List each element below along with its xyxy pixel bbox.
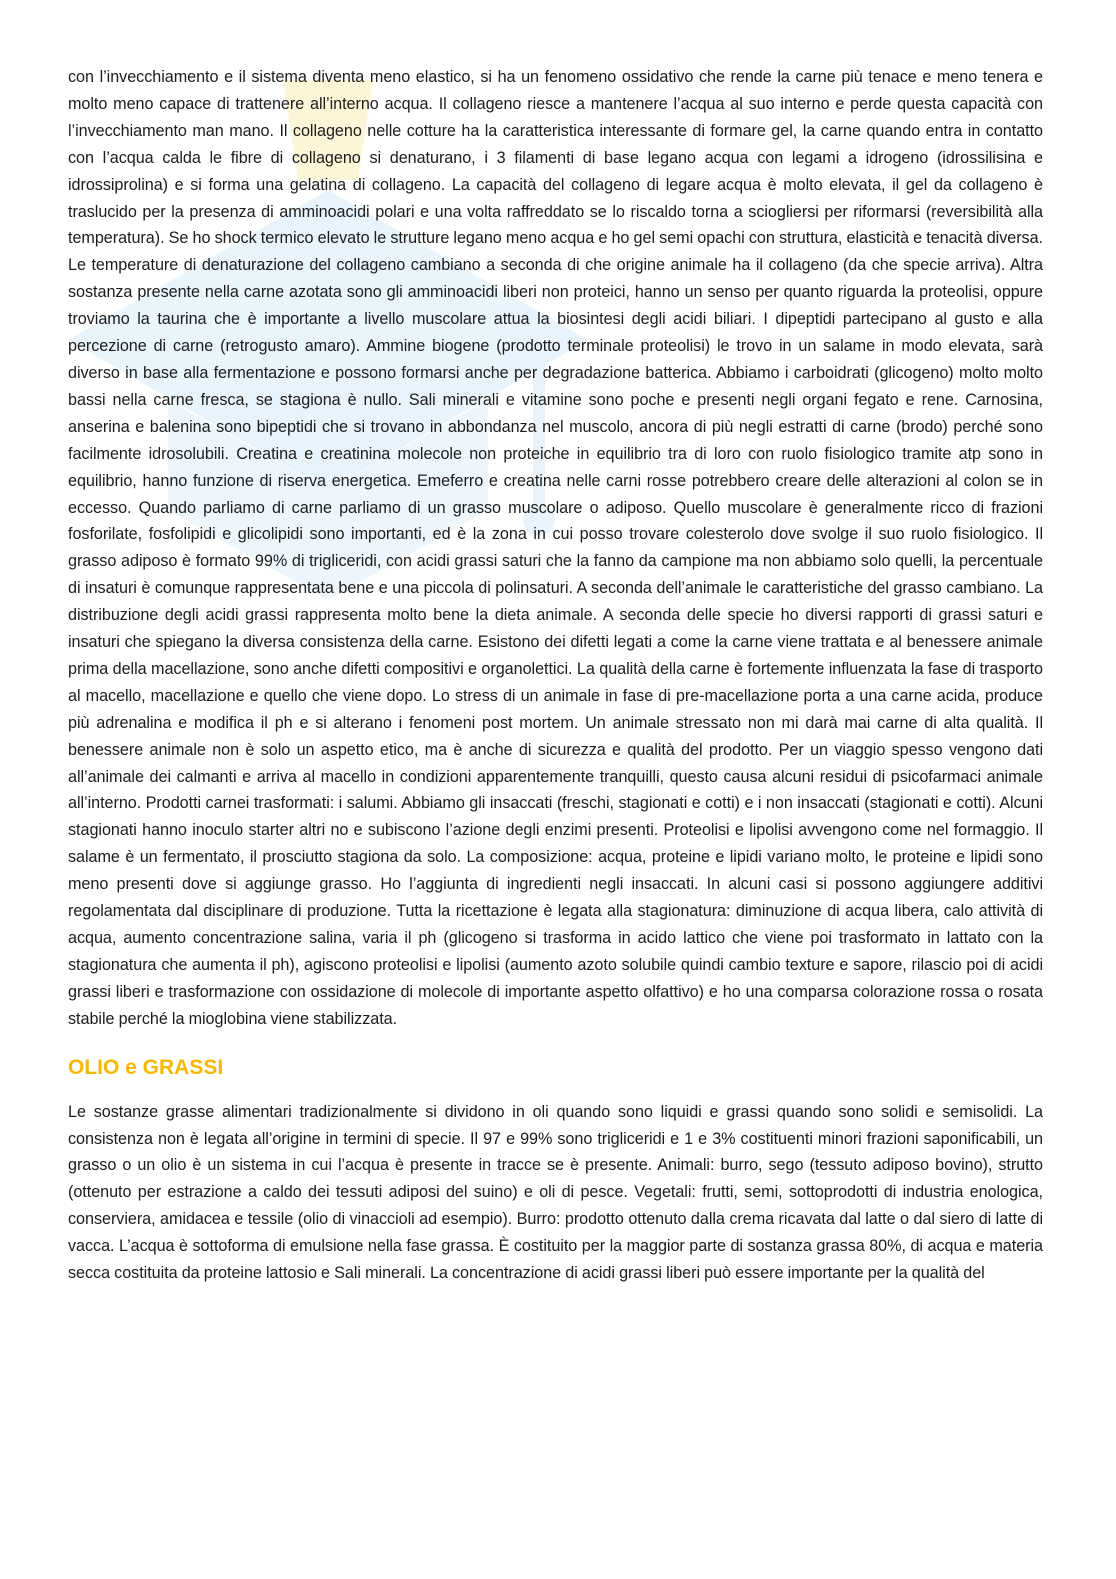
body-paragraph-meat: con l’invecchiamento e il sistema diventa meno elastico, si ha un fenomeno ossidativo che rende la carne più tenace e meno tenera e molto meno capace di trattenere all’interno acqua. Il collageno riesce a mantenere l’acqua al suo interno e perde questa capacità con l’invecchiamento man mano. Il collageno nelle cotture ha la caratteristica interessante di formare gel, la carne quando entra in contatto con l’acqua calda le fibre di collageno si denaturano, i 3 filamenti di base legano acqua con legami a idrogeno (idrossilisina e idrossiprolina) e si forma una gelatina di collageno. La capacità del collageno di legare acqua è molto elevata, il gel da collageno è traslucido per la presenza di amminoacidi polari e una volta raffreddato se lo riscaldo torna a sciogliersi per riformarsi (reversibilità alla temperatura). Se ho shock termico elevato le strutture legano meno acqua e ho gel semi opachi con struttura, elasticità e tenacità diversa. Le temperature di denaturazione del collageno cambiano a seconda di che origine animale ha il collageno (da che specie arriva). Altra sostanza presente nella carne azotata sono gli amminoacidi liberi non proteici, hanno un senso per quanto riguarda la proteolisi, oppure troviamo la taurina che è importante a livello muscolare attua la biosintesi degli acidi biliari. I dipeptidi partecipano al gusto e alla percezione di carne (retrogusto amaro). Ammine biogene (prodotto terminale proteolisi) le trovo in un salame in modo elevata, sarà diverso in base alla fermentazione e possono formarsi anche per degradazione batterica. Abbiamo i carboidrati (glicogeno) molto molto bassi nella carne fresca, se stagiona è nullo. Sali minerali e vitamine sono poche e presenti negli organi fegato e rene. Carnosina, anserina e balenina sono bipeptidi che si trovano in abbondanza nel muscolo, ancora di più negli estratti di carne (brodo) perché sono facilmente idrosolubili. Creatina e creatinina molecole non proteiche in equilibrio tra di loro con ruolo fisiologico tramite atp sono in equilibrio, hanno funzione di riserva energetica. Emeferro e creatina nelle carni rosse potrebbero creare delle alterazioni al colon se in eccesso. Quando parliamo di carne parliamo di un grasso muscolare o adiposo. Quello muscolare è generalmente ricco di frazioni fosforilate, fosfolipidi e glicolipidi sono importanti, ed è la zona in cui posso trovare colesterolo dove svolge il suo ruolo fisiologico. Il grasso adiposo è formato 99% di trigliceridi, con acidi grassi saturi che la fanno da campione ma non abbiamo solo quelli, la percentuale di insaturi è comunque rappresentata bene e una piccola di polinsaturi. A seconda dell’animale le caratteristiche del grasso cambiano. La distribuzione degli acidi grassi rappresenta molto bene la dieta animale. A seconda delle specie ho diversi rapporti di grassi saturi e insaturi che spiegano la diversa consistenza della carne. Esistono dei difetti legati a come la carne viene trattata e al benessere animale prima della macellazione, sono anche difetti compositivi e organolettici. La qualità della carne è fortemente influenzata la fase di trasporto al macello, macellazione e quello che viene dopo. Lo stress di un animale in fase di pre-macellazione porta a una carne acida, produce più adrenalina e modifica il ph e si alterano i fenomeni post mortem. Un animale stressato non mi darà mai carne di alta qualità. Il benessere animale non è solo un aspetto etico, ma è anche di sicurezza e qualità del prodotto. Per un viaggio spesso vengono dati all’animale dei calmanti e arriva al macello in condizioni apparentemente tranquilli, questo causa alcuni residui di psicofarmaci animale all’interno. Prodotti carnei trasformati: i salumi. Abbiamo gli insaccati (freschi, stagionati e cotti) e i non insaccati (stagionati e cotti). Alcuni stagionati hanno inoculo starter altri no e subiscono l’azione degli enzimi presenti. Proteolisi e lipolisi avvengono come nel formaggio. Il salame è un fermentato, il prosciutto stagiona da solo. La composizione: acqua, proteine e lipidi variano molto, le proteine e lipidi sono meno presenti dove si aggiunge grasso. Ho l’aggiunta di ingredienti negli insaccati. In alcuni casi si possono aggiungere additivi regolamentata dal disciplinare di produzione. Tutta la ricettazione è legata alla stagionatura: diminuzione di acqua libera, calo attività di acqua, aumento concentrazione salina, varia il ph (glicogeno si trasforma in acido lattico che viene poi trasformato in lattato con la stagionatura che aumenta il ph), agiscono proteolisi e lipolisi (aumento azoto solubile quindi cambio texture e sapore, rilascio poi di acidi grassi liberi e trasformazione con ossidazione di molecole di importante aspetto olfattivo) e ho una comparsa colorazione rossa o rosata stabile perché la mioglobina viene stabilizzata. — [68, 68, 1043, 1028]
section-heading: OLIO e GRASSI — [68, 1055, 224, 1079]
document-body — [68, 64, 1043, 1287]
body-paragraph-oils: Le sostanze grasse alimentari tradizionalmente si dividono in oli quando sono liquidi e grassi quando sono solidi e semisolidi. La consistenza non è legata all’origine in termini di specie. Il 97 e 99% sono trigliceridi e 1 e 3% costituenti minori frazioni saponificabili, un grasso o un olio è un sistema in cui l’acqua è presente in tracce se è presente. Animali: burro, sego (tessuto adiposo bovino), strutto (ottenuto per estrazione a caldo dei tessuti adiposi del suino) e oli di pesce. Vegetali: frutti, semi, sottoprodotti di industria enologica, conserviera, amidacea e tessile (olio di vinaccioli ad esempio). Burro: prodotto ottenuto dalla crema ricavata dal latte o dal siero di latte di vacca. L’acqua è sottoforma di emulsione nella fase grassa. È costituito per la maggior parte di sostanza grassa 80%, di acqua e materia secca costituita da proteine lattosio e Sali minerali. La concentrazione di acidi grassi liberi può essere importante per la qualità del — [68, 1102, 1043, 1283]
